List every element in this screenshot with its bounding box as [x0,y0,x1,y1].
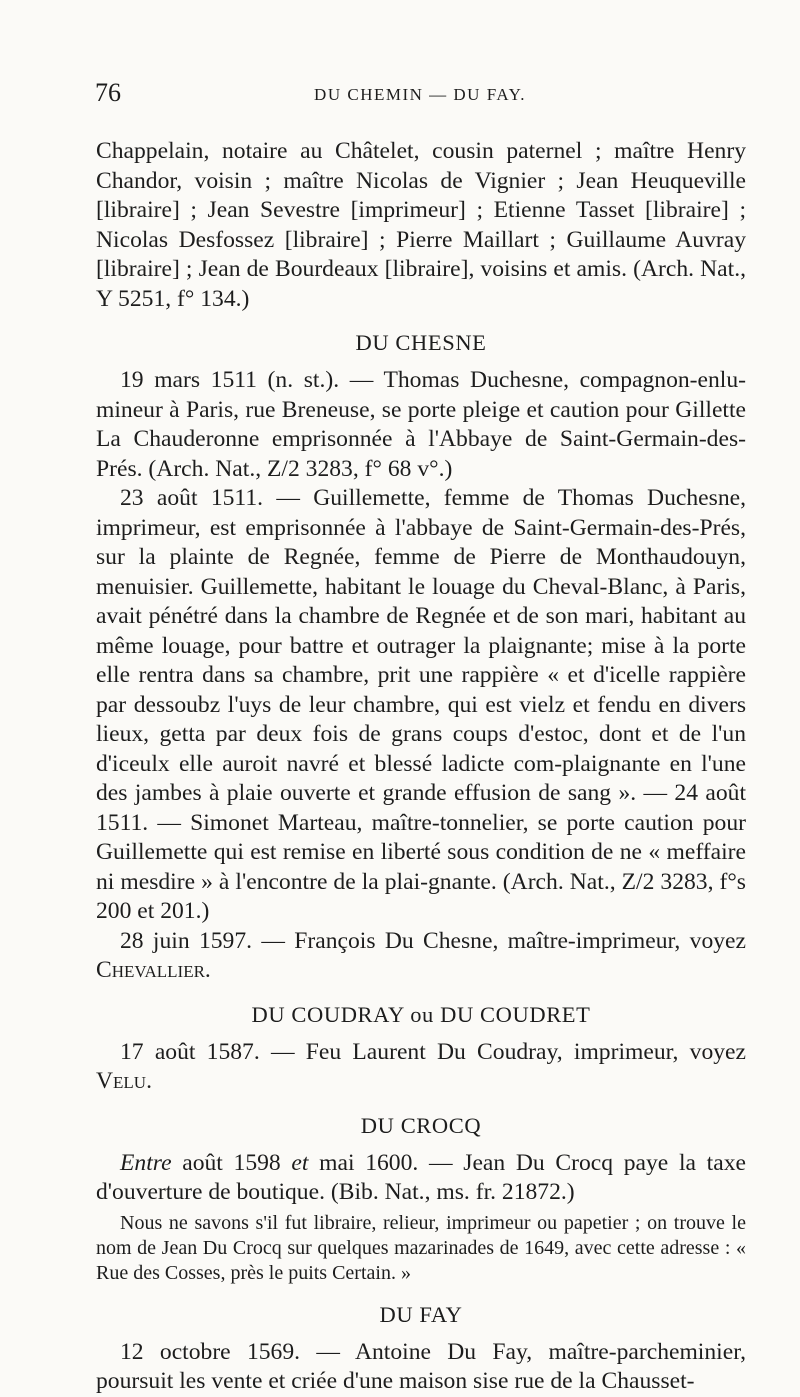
entry-paragraph: 19 mars 1511 (n. st.). — Thomas Duchesne, compagnon-enlu-mineur à Paris, rue Breneuse, se porte pleige et caution pour Gillette La Chauderonne emprisonnée à l'Abbaye de Saint-Germain-des-Prés. (Arch. Nat., Z/2 3283, f° 68 v°.) [96,367,746,482]
section-heading-du-coudray: DU COUDRAY ou DU COUDRET [251,1001,591,1027]
entry-paragraph: 23 août 1511. — Guillemette, femme de Thomas Duchesne, imprimeur, est emprisonnée à l'abbaye de Saint-Germain-des-Prés, sur la plainte de Regnée, femme de Pierre de Monthaudouyn, menuisier. Guillemette, habitant le louage du Cheval-Blanc, à Paris, avait pénétré dans la chambre de Regnée et de son mari, habitant au même louage, pour battre et outrager la plaignante; mise à la porte elle rentra dans sa chambre, prit une rappière « et d'icelle rappière par dessoubz l'uys de leur chambre, qui est vielz et fendu en divers lieux, getta par deux fois de grans coups d'estoc, dont et de l'un d'iceulx elle auroit navré et blessé ladicte com-plaignante en l'une des jambes à plaie ouverte et grande effusion de sang ». — 24 août 1511. — Simonet Marteau, maître-tonnelier, se porte caution pour Guillemette qui est remise en liberté sous condition de ne « meffaire ni mesdire » à l'encontre de la plai-gnante. (Arch. Nat., Z/2 3283, f°s 200 et 201.) [96,485,746,924]
entry-paragraph [96,1038,746,1097]
continued-paragraph: Chappelain, notaire au Châtelet, cousin paternel ; maître Henry Chandor, voisin ; maître Nicolas de Vignier ; Jean Heuqueville [libraire] ; Jean Sevestre [imprimeur] ; Etienne Tasset [libraire] ; Nicolas Desfossez [libraire] ; Pierre Maillart ; Guillaume Auvray [libraire] ; Jean de Bourdeaux [libraire], voisins et amis. (Arch. Nat., Y 5251, f° 134.) [96,138,746,312]
entry-paragraph [96,1149,746,1208]
entry-paragraph: 12 octobre 1569. — Antoine Du Fay, maître-parcheminier, poursuit les vente et criée d'une maison sise rue de la Chausset- [96,1338,746,1394]
section-heading-du-chesne: DU CHESNE [355,330,487,355]
running-head [95,78,745,114]
entry-paragraph [96,927,746,986]
entry-text: 17 août 1587. — Feu Laurent Du Coudray, imprimeur, voyez [120,1038,746,1065]
cross-reference: Chevallier. [96,957,211,983]
section-heading-du-fay: DU FAY [379,1301,463,1327]
running-title: DU CHEMIN — DU FAY. [314,85,526,104]
page-content [96,137,746,1397]
italic-word: et [291,1149,309,1176]
entry-text: mai 1600. — Jean Du Crocq paye la taxe d'ouverture de boutique. (Bib. Nat., ms. fr. 21872.) [96,1149,746,1205]
cross-reference: Velu. [96,1068,152,1094]
italic-word: Entre [120,1149,172,1176]
page-number: 76 [95,78,121,107]
editorial-note: Nous ne savons s'il fut libraire, relieur, imprimeur ou papetier ; on trouve le nom de Jean Du Crocq sur quelques mazarinades de 1649, avec cette adresse : « Rue des Cosses, près le puits Certain. » [96,1211,746,1284]
section-heading-du-crocq: DU CROCQ [360,1112,482,1138]
entry-text: août 1598 [182,1149,281,1176]
entry-text: 28 juin 1597. — François Du Chesne, maître-imprimeur, voyez [120,927,746,954]
